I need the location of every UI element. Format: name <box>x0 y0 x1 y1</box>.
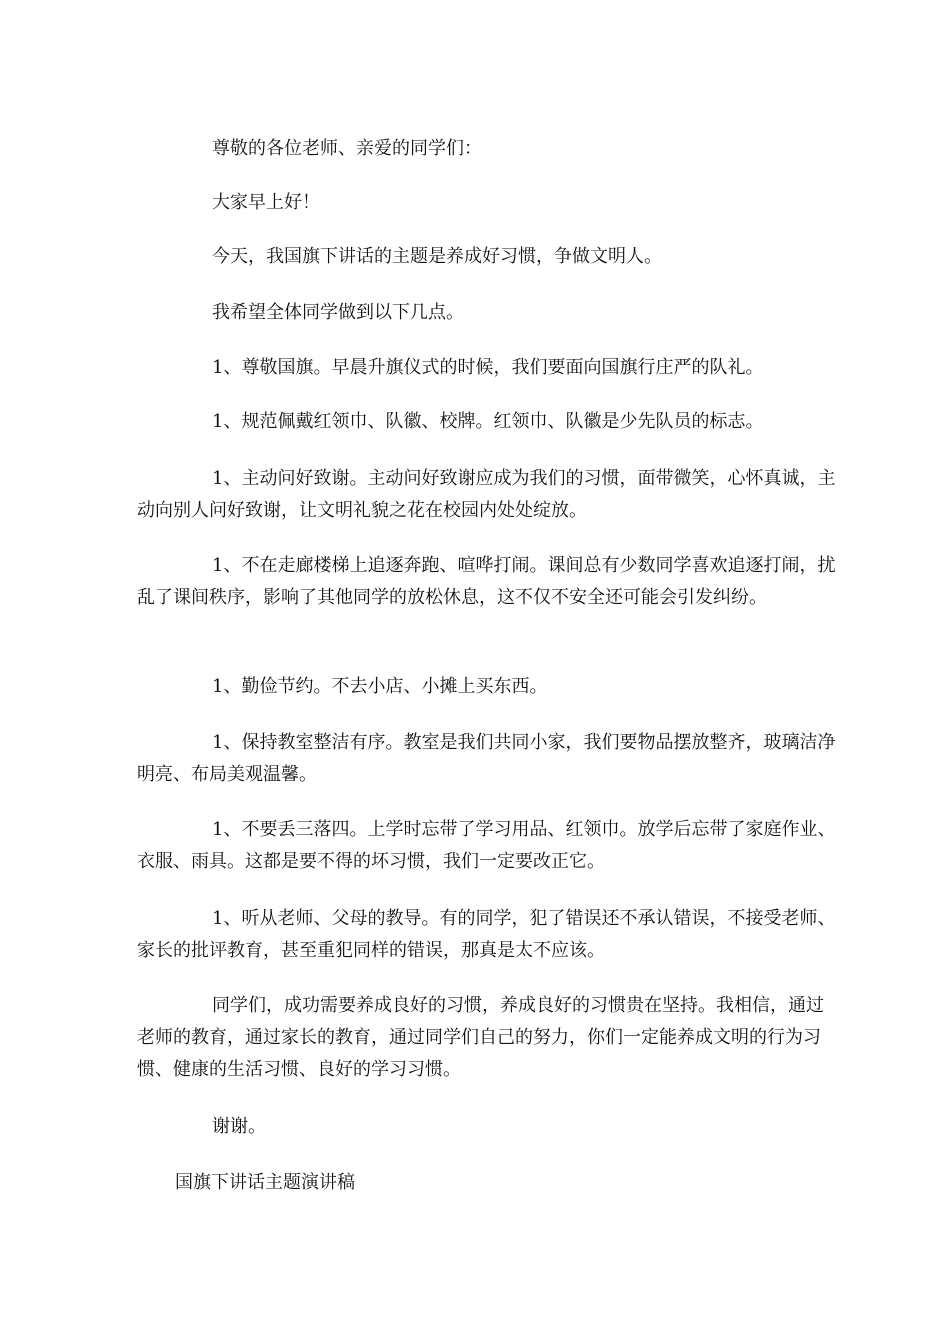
intro-paragraph: 我希望全体同学做到以下几点。 <box>212 302 464 323</box>
topic-paragraph: 今天，我国旗下讲话的主题是养成好习惯，争做文明人。 <box>212 246 662 267</box>
point-paragraph: 1、保持教室整洁有序。教室是我们共同小家，我们要物品摆放整齐，玻璃洁净明亮、布局美观温馨。 <box>137 732 836 785</box>
point-paragraph: 1、主动问好致谢。主动问好致谢应成为我们的习惯，面带微笑，心怀真诚，主动向别人问好致谢，让文明礼貌之花在校园内处处绽放。 <box>137 468 836 521</box>
closing-paragraph: 同学们，成功需要养成良好的习惯，养成良好的习惯贵在坚持。我相信，通过老师的教育，通过家长的教育，通过同学们自己的努力，你们一定能养成文明的行为习惯、健康的生活习惯、良好的学习习惯。 <box>137 995 824 1080</box>
point-paragraph: 1、不要丢三落四。上学时忘带了学习用品、红领巾。放学后忘带了家庭作业、衣服、雨具。这都是要不得的坏习惯，我们一定要改正它。 <box>137 819 836 872</box>
point-paragraph: 1、规范佩戴红领巾、队徽、校牌。红领巾、队徽是少先队员的标志。 <box>212 411 764 432</box>
document-title: 国旗下讲话主题演讲稿 <box>175 1172 355 1193</box>
salutation: 尊敬的各位老师、亲爱的同学们： <box>212 138 482 159</box>
thanks: 谢谢。 <box>212 1116 266 1137</box>
point-paragraph: 1、不在走廊楼梯上追逐奔跑、喧哗打闹。课间总有少数同学喜欢追逐打闹，扰乱了课间秩序，影响了其他同学的放松休息，这不仅不安全还可能会引发纠纷。 <box>137 555 836 608</box>
point-paragraph: 1、尊敬国旗。早晨升旗仪式的时候，我们要面向国旗行庄严的队礼。 <box>212 357 764 378</box>
point-paragraph: 1、听从老师、父母的教导。有的同学，犯了错误还不承认错误，不接受老师、家长的批评教育，甚至重犯同样的错误，那真是太不应该。 <box>137 908 836 961</box>
greeting: 大家早上好！ <box>212 192 320 213</box>
point-paragraph: 1、勤俭节约。不去小店、小摊上买东西。 <box>212 676 548 697</box>
